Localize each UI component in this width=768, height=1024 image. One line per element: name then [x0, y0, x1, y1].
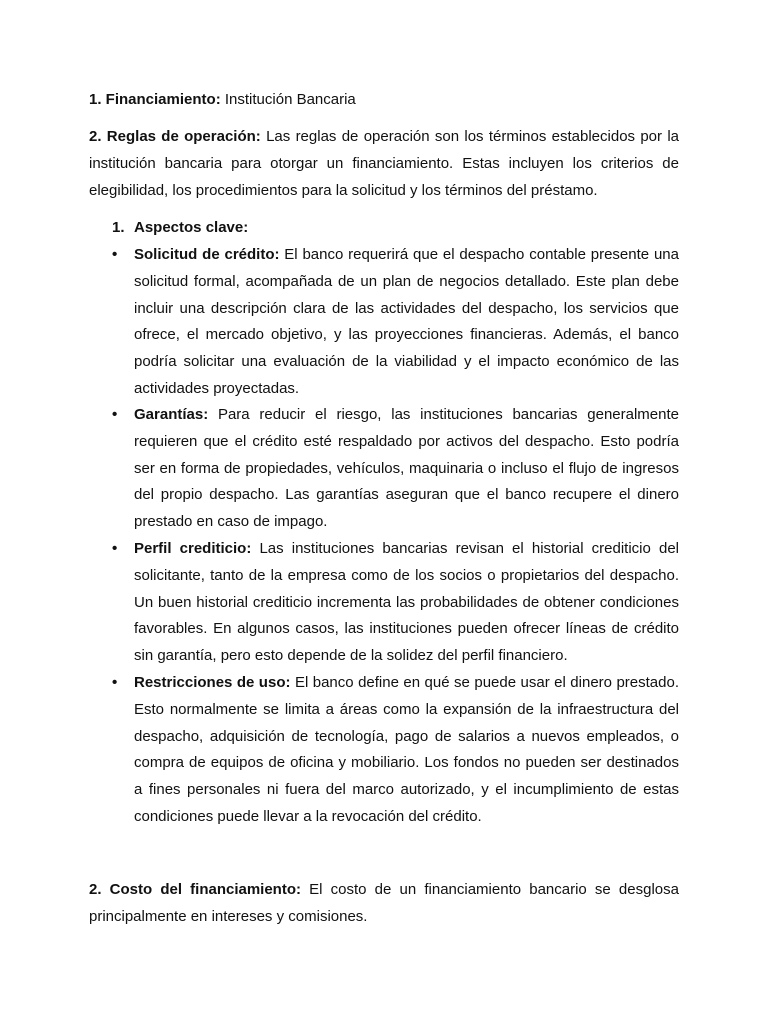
bullet-item-usage-restrictions: [112, 670, 679, 831]
financing-cost-text: El costo de un financiamiento bancario se desglosa principalmente en intereses y comisiones.: [89, 881, 679, 925]
bullet-item-credit-application: [112, 242, 679, 403]
bullet-label: Solicitud de crédito:: [134, 246, 280, 263]
bullet-body: El banco define en qué se puede usar el dinero prestado. Esto normalmente se limita a áreas como la expansión de la infraestructura del despacho, adquisición de tecnología, pago de salarios a nuevos empleados, o compra de equipos de oficina y mobiliario. Los fondos no pueden ser destinados a fines personales ni fuera del marco autorizado, y el incumplimiento de estas condiciones puede llevar a la revocación del crédito.: [134, 674, 679, 825]
financing-line: [89, 87, 679, 114]
bullet-label: Garantías:: [134, 406, 209, 423]
bullet-text: [134, 536, 679, 670]
bullet-icon: •: [112, 540, 118, 557]
bullet-item-credit-profile: [112, 536, 679, 670]
financing-cost-label: 2. Costo del financiamiento:: [89, 881, 301, 898]
bullet-icon: •: [112, 246, 118, 263]
operation-rules-paragraph: [89, 124, 679, 204]
bullet-label: Restricciones de uso:: [134, 674, 291, 691]
bullet-text: [134, 402, 679, 536]
bullet-item-guarantees: [112, 402, 679, 536]
operation-rules-text: Las reglas de operación son los términos establecidos por la institución bancaria para otorgar un financiamiento. Estas incluyen los criterios de elegibilidad, los procedimientos para la solicitud y los términos del préstamo.: [89, 128, 679, 199]
key-aspects-number: 1.: [112, 219, 125, 236]
bullet-label: Perfil crediticio:: [134, 540, 252, 557]
financing-value: Institución Bancaria: [220, 91, 356, 108]
bullet-text: [134, 670, 679, 831]
operation-rules-label: 2. Reglas de operación:: [89, 128, 261, 145]
financing-cost-paragraph: [89, 877, 679, 931]
bullet-icon: •: [112, 406, 118, 423]
bullet-body: El banco requerirá que el despacho contable presente una solicitud formal, acompañada de un plan de negocios detallado. Este plan debe incluir una descripción clara de las actividades del despacho, los servicios que ofrece, el mercado objetivo, y las proyecciones financieras. Además, el banco podría solicitar una evaluación de la viabilidad y el impacto económico de las actividades proyectadas.: [134, 246, 679, 397]
bullet-icon: •: [112, 674, 118, 691]
key-aspects-title: Aspectos clave:: [134, 219, 249, 236]
bullet-text: [134, 242, 679, 403]
financing-label: 1. Financiamiento:: [89, 91, 221, 108]
bullet-body: Para reducir el riesgo, las instituciones bancarias generalmente requieren que el crédito esté respaldado por activos del despacho. Esto podría ser en forma de propiedades, vehículos, maquinaria o incluso el flujo de ingresos del propio despacho. Las garantías aseguran que el banco recupere el dinero prestado en caso de impago.: [134, 406, 679, 531]
bullet-body: Las instituciones bancarias revisan el historial crediticio del solicitante, tanto de la empresa como de los socios o propietarios del despacho. Un buen historial crediticio incrementa las probabilidades de obtener condiciones favorables. En algunos casos, las instituciones pueden ofrecer líneas de crédito sin garantía, pero esto depende de la solidez del perfil financiero.: [134, 540, 679, 665]
key-aspects-heading: [112, 215, 248, 242]
